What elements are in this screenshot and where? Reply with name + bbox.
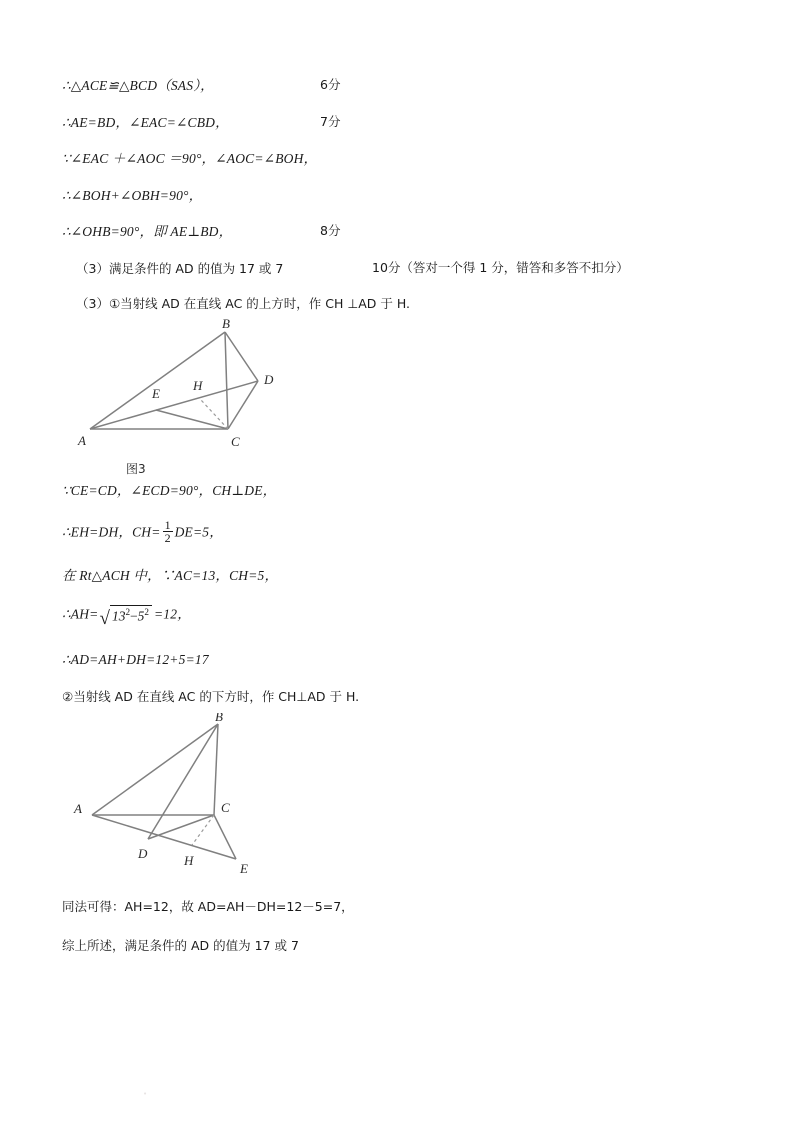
radicand-term-b-exponent: 2 bbox=[144, 606, 149, 617]
solution-line-9-prefix: ∴EH=DH，CH= bbox=[62, 524, 161, 540]
solution-line-4 bbox=[62, 188, 742, 204]
solution-line-15 bbox=[62, 938, 742, 954]
figure-2-label-A: A bbox=[74, 800, 82, 816]
segment-BD bbox=[148, 724, 218, 839]
figure-1-label-B: B bbox=[222, 317, 230, 331]
fraction-denominator: 2 bbox=[164, 531, 171, 546]
solution-line-7 bbox=[62, 296, 742, 312]
solution-line-3 bbox=[62, 151, 742, 167]
solution-line-1-text: ∴△ACE≌△BCD（SAS）， bbox=[62, 78, 214, 93]
figure-1-caption: 图3 bbox=[126, 461, 146, 476]
figure-2-label-D: D bbox=[138, 845, 148, 861]
solution-line-2 bbox=[62, 115, 742, 131]
figure-2-label-C: C bbox=[221, 799, 230, 815]
radicand-term-b: 5 bbox=[137, 608, 145, 624]
score-mark-8: 8分 bbox=[320, 223, 341, 239]
segment-BD bbox=[225, 332, 258, 381]
segment-CH-dashed bbox=[201, 400, 228, 429]
conclusion-text: 综上所述，满足条件的 AD 的值为 17 或 7 bbox=[62, 938, 299, 954]
figure-1 bbox=[62, 317, 742, 477]
solution-line-11 bbox=[62, 605, 742, 628]
case-1-statement: （3）①当射线 AD 在直线 AC 的上方时，作 CH ⊥AD 于 H. bbox=[76, 296, 411, 312]
solution-line-8-text: ∵CE=CD，∠ECD=90°，CH⊥DE， bbox=[62, 482, 277, 498]
solution-line-10 bbox=[62, 568, 742, 584]
radical-sign-icon: √ bbox=[99, 607, 110, 629]
solution-line-4-text: ∴∠BOH+∠OBH=90°， bbox=[62, 187, 203, 203]
solution-line-11-prefix: ∴AH= bbox=[62, 606, 99, 622]
solution-line-1 bbox=[62, 78, 742, 94]
figure-2-label-E: E bbox=[240, 860, 248, 876]
part3-answer-text: （3）满足条件的 AD 的值为 17 或 7 bbox=[76, 260, 284, 276]
segment-CB bbox=[214, 724, 218, 815]
solution-line-3-text: ∵∠EAC ＋∠AOC ＝90°，∠AOC=∠BOH， bbox=[62, 151, 318, 167]
fraction-numerator: 1 bbox=[164, 518, 171, 533]
case-2-statement: ②当射线 AD 在直线 AC 的下方时，作 CH⊥AD 于 H. bbox=[62, 689, 360, 705]
segment-CE bbox=[214, 815, 236, 859]
figure-1-label-A: A bbox=[78, 432, 86, 448]
figure-1-drawing bbox=[68, 318, 308, 458]
segment-AB bbox=[90, 332, 225, 429]
solution-body bbox=[62, 78, 742, 975]
solution-line-6 bbox=[62, 261, 742, 277]
radicand-term-a-exponent: 2 bbox=[125, 606, 131, 617]
solution-line-10-text: 在 Rt△ACH 中，∵AC=13，CH=5， bbox=[62, 568, 279, 584]
segment-AB bbox=[92, 724, 218, 815]
figure-2-label-H: H bbox=[184, 852, 194, 868]
solution-line-13 bbox=[62, 689, 742, 705]
radicand-operator: − bbox=[130, 608, 138, 624]
radicand bbox=[110, 605, 152, 624]
segment-AE bbox=[92, 815, 236, 859]
solution-line-9 bbox=[62, 519, 742, 544]
score-mark-7: 7分 bbox=[320, 113, 341, 129]
radicand-term-a: 13 bbox=[111, 608, 126, 624]
solution-line-12-text: ∴AD=AH+DH=12+5=17 bbox=[62, 651, 209, 667]
solution-line-12 bbox=[62, 652, 742, 668]
segment-CB bbox=[225, 332, 228, 429]
solution-line-9-suffix: DE=5， bbox=[174, 524, 223, 540]
figure-2 bbox=[62, 712, 742, 887]
page-artifact-mark: • bbox=[143, 1090, 148, 1098]
score-mark-10-note: 10分（答对一个得 1 分，错答和多答不扣分） bbox=[372, 259, 629, 275]
square-root-expression bbox=[100, 605, 153, 628]
solution-line-5-text: ∴∠OHB=90°，即 AE⊥BD， bbox=[62, 224, 233, 240]
segment-EC bbox=[156, 410, 228, 429]
figure-1-label-H: H bbox=[193, 377, 203, 393]
score-mark-6: 6分 bbox=[320, 77, 341, 92]
solution-line-11-suffix: =12， bbox=[154, 606, 191, 622]
segment-DC bbox=[148, 815, 214, 839]
fraction-one-half bbox=[163, 519, 173, 544]
figure-1-label-D: D bbox=[264, 371, 274, 387]
solution-line-5 bbox=[62, 224, 742, 240]
solution-line-14-text: 同法可得：AH=12，故 AD=AH－DH=12－5=7， bbox=[62, 898, 354, 914]
figure-2-label-B: B bbox=[215, 712, 223, 724]
figure-1-label-C: C bbox=[231, 433, 240, 449]
solution-line-14 bbox=[62, 899, 742, 915]
figure-1-label-E: E bbox=[152, 385, 160, 401]
figure-2-drawing bbox=[68, 713, 308, 878]
solution-line-2-text: ∴AE=BD，∠EAC=∠CBD， bbox=[62, 114, 229, 130]
solution-line-8 bbox=[62, 483, 742, 499]
